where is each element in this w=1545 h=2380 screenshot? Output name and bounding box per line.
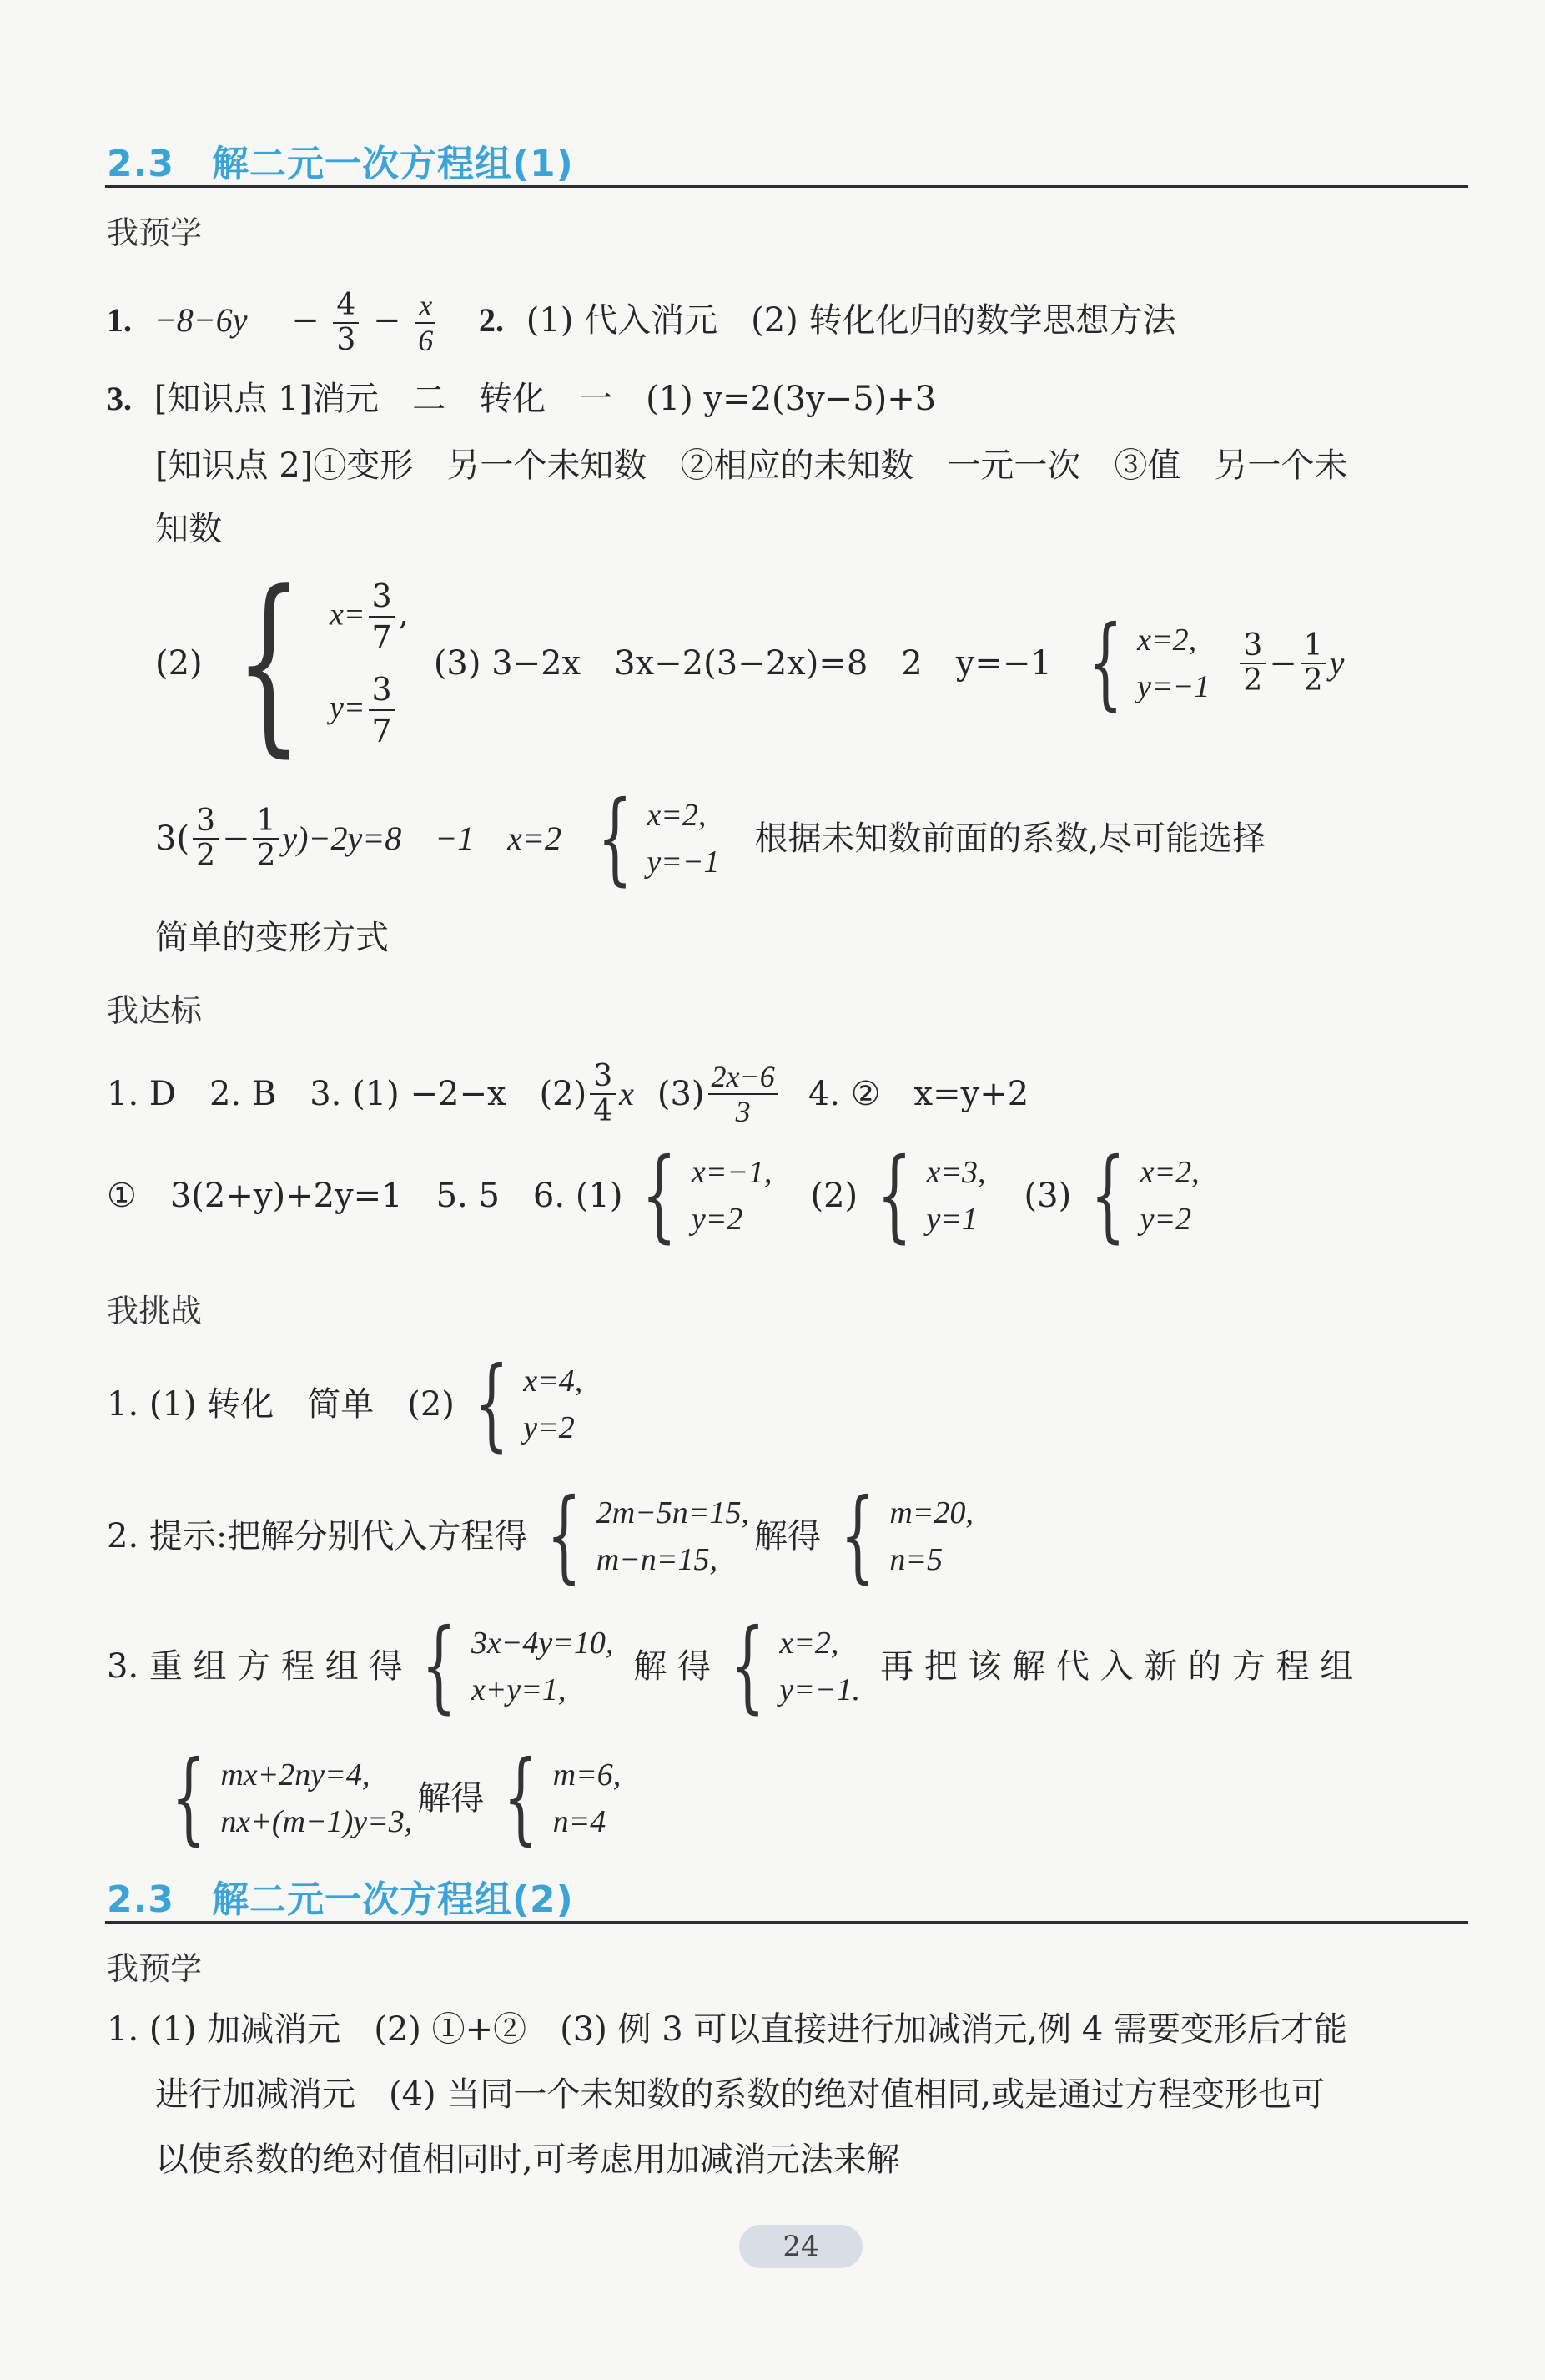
answer-line-4: [知识点 2]①变形 另一个未知数 ②相应的未知数 一元一次 ③值 另一个未 — [155, 446, 1348, 485]
part-label: (3) — [1024, 1177, 1072, 1215]
part-label: (2) — [155, 644, 203, 683]
fraction: $\frac{4}{3}$ — [333, 289, 359, 357]
answer-text: 1. D 2. B 3. (1) −2−x (2) — [107, 1075, 587, 1113]
sec2-line-3: 以使系数的绝对值相同时,可考虑用加减消元法来解 — [155, 2140, 900, 2179]
answer-line-3 — [107, 376, 936, 422]
answer-line-8: 简单的变形方式 — [155, 919, 389, 957]
fraction: $\frac{1}{2}$ — [253, 804, 279, 873]
answer-line-6 — [155, 552, 1345, 774]
fraction: $\frac{x}{6}$ — [415, 289, 436, 357]
equation-system: { x=4, y=2 — [474, 1346, 583, 1462]
part-label: (3) — [657, 1075, 705, 1113]
dabiao-line-1 — [107, 1060, 1029, 1128]
minus-sign: − — [291, 301, 320, 340]
answer-text: 解得 — [753, 1517, 821, 1556]
answer-line-7 — [155, 780, 1266, 896]
equation-system: { 3x−4y=10, x+y=1, — [421, 1608, 614, 1724]
equation-system: { x=2, y=−1. — [730, 1608, 861, 1724]
equation-system: { x= $\frac{3}{7}$ , y= $\frac{3}{7}$ — [234, 552, 409, 774]
equation-system: { m=6, n=4 — [503, 1740, 622, 1856]
item-number: 1. — [107, 301, 132, 339]
fraction: $\frac{2x-6}{3}$ — [708, 1060, 778, 1128]
fraction: $\frac{1}{2}$ — [1301, 629, 1326, 698]
answer-text: 1. (1) 转化 简单 (2) — [107, 1385, 455, 1424]
answer-text: ① 3(2+y)+2y=1 5. 5 6. (1) — [107, 1177, 623, 1215]
equation-system: { x=2, y=−1 — [597, 780, 720, 896]
tiaozhan-line-2 — [107, 1478, 979, 1594]
dabiao-line-2 — [107, 1137, 1205, 1253]
section-title-1: 2.3 解二元一次方程组(1) — [107, 143, 574, 185]
section-label-yuxue-2: 我预学 — [107, 1950, 203, 1987]
equation-system: { x=2, y=2 — [1090, 1137, 1200, 1253]
minus-sign: − — [1269, 644, 1297, 683]
minus-sign: − — [221, 819, 250, 858]
fraction: $\frac{3}{2}$ — [1240, 629, 1266, 698]
answer-text: 再 把 该 解 代 入 新 的 方 程 组 — [880, 1647, 1354, 1686]
part-label: (2) — [810, 1177, 858, 1215]
fraction: $\frac{3}{4}$ — [590, 1060, 616, 1128]
tiaozhan-line-4 — [152, 1740, 626, 1856]
answer-text: 4. ② x=y+2 — [808, 1075, 1029, 1113]
equation-system: { x=3, y=1 — [877, 1137, 986, 1253]
sec2-line-2: 进行加减消元 (4) 当同一个未知数的系数的绝对值相同,或是通过方程变形也可 — [155, 2075, 1326, 2114]
answer-text: 解 得 — [633, 1647, 712, 1686]
expression: 3( — [155, 819, 190, 858]
sec2-line-1: 1. (1) 加减消元 (2) ①+② (3) 例 3 可以直接进行加减消元,例 4 需要变形后才能 — [107, 2010, 1347, 2049]
tiaozhan-line-1 — [107, 1346, 587, 1462]
item-number: 2. — [479, 301, 504, 339]
fraction: $\frac{3}{2}$ — [193, 804, 219, 873]
expression: −8−6y — [153, 301, 248, 339]
section-title-2: 2.3 解二元一次方程组(2) — [107, 1878, 574, 1921]
title-rule-1 — [105, 185, 1468, 188]
expression: y)−2y=8 −1 x=2 — [282, 819, 561, 857]
title-rule-2 — [105, 1921, 1468, 1924]
section-label-dabiao: 我达标 — [107, 992, 203, 1029]
variable: y — [1329, 644, 1345, 682]
answer-line-1 — [107, 289, 1175, 357]
equation-system: { m=20, n=5 — [840, 1478, 974, 1594]
section-label-tiaozhan: 我挑战 — [107, 1293, 203, 1329]
answer-text: (1) 代入消元 (2) 转化化归的数学思想方法 — [526, 301, 1176, 340]
equation-system: { 2m−5n=15, m−n=15, — [546, 1478, 749, 1594]
answer-text: 2. 提示:把解分别代入方程得 — [107, 1517, 528, 1556]
tiaozhan-line-3 — [107, 1608, 1354, 1724]
answer-text: 解得 — [417, 1779, 485, 1818]
answer-text: 根据未知数前面的系数,尽可能选择 — [754, 819, 1266, 858]
equation-system: { mx+2ny=4, nx+(m−1)y=3, — [171, 1740, 413, 1856]
item-number: 3. — [107, 380, 132, 417]
answer-text: 3. 重 组 方 程 组 得 — [107, 1647, 403, 1686]
page-number: 24 — [739, 2225, 863, 2268]
answer-line-5: 知数 — [155, 510, 222, 548]
minus-sign: − — [373, 301, 401, 340]
variable: x — [619, 1075, 634, 1112]
equation-system: { x=−1, y=2 — [642, 1137, 772, 1253]
answer-text: [知识点 1]消元 二 转化 一 (1) y=2(3y−5)+3 — [153, 380, 937, 418]
section-label-yuxue: 我预学 — [107, 214, 203, 251]
answer-text: (3) 3−2x 3x−2(3−2x)=8 2 y=−1 — [433, 644, 1052, 683]
equation-system: { x=2, y=−1 — [1087, 605, 1210, 721]
